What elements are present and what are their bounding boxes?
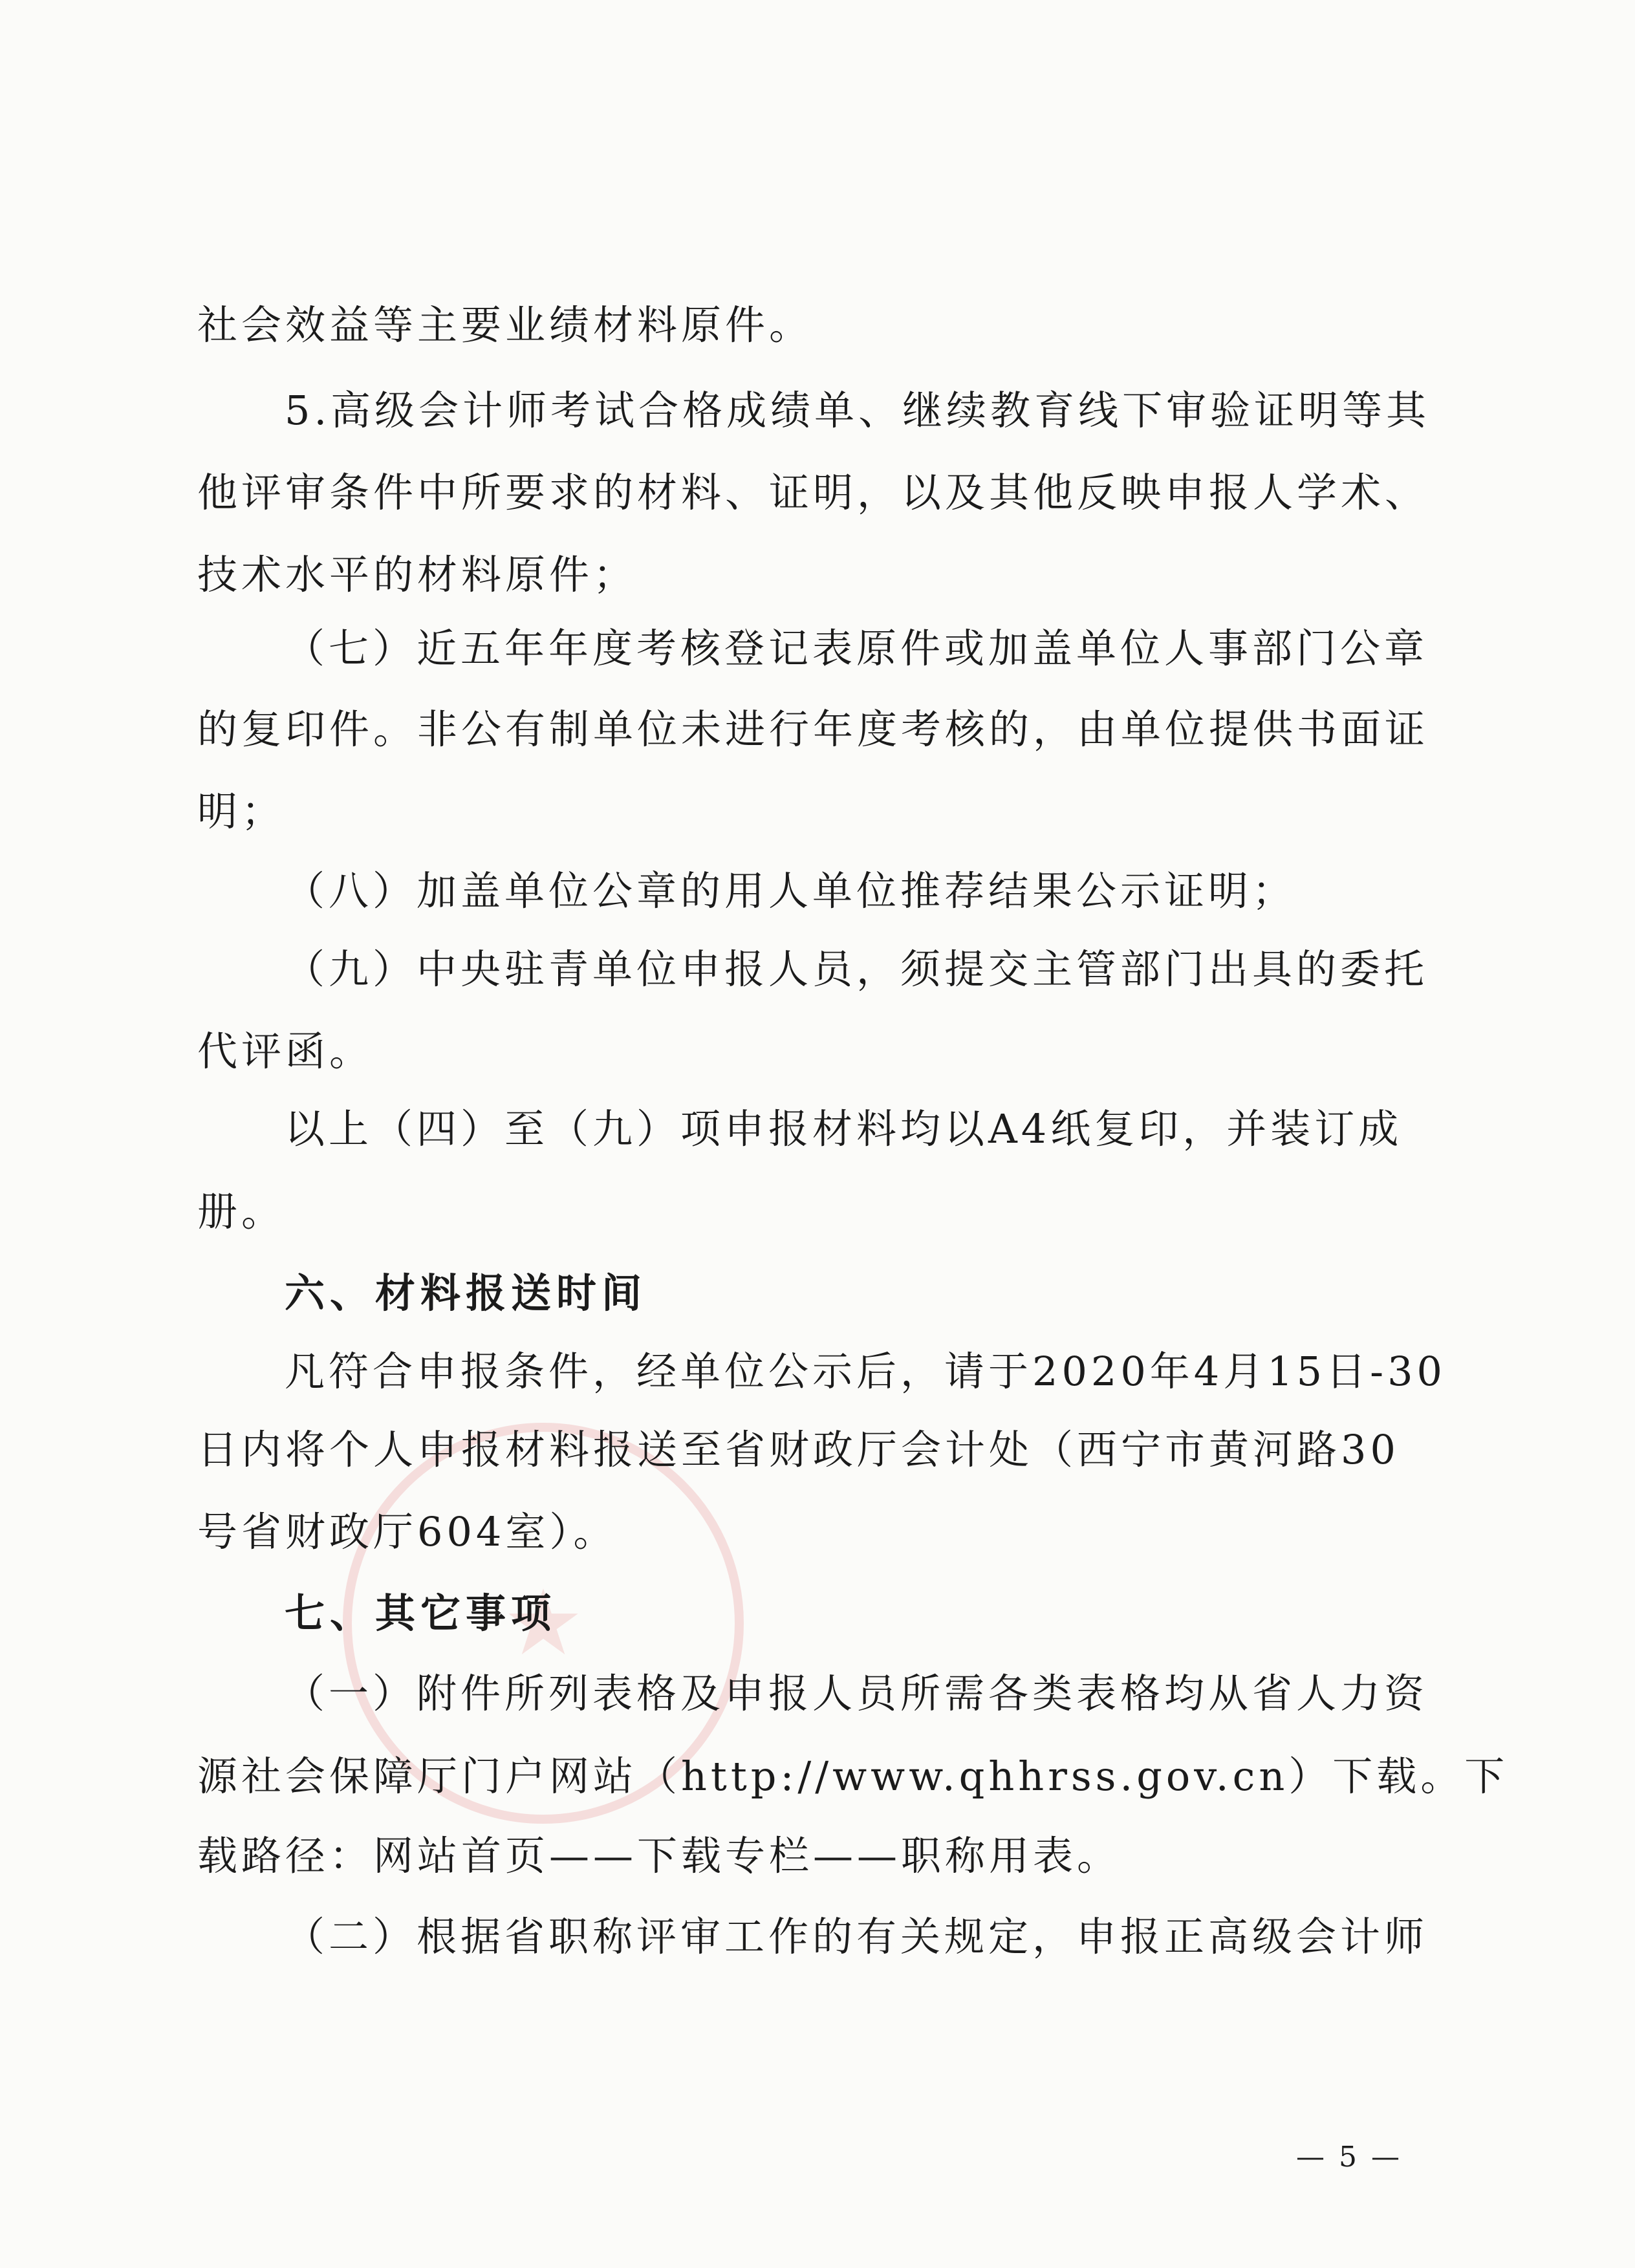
text-line: 社会效益等主要业绩材料原件。 <box>197 301 814 349</box>
text-line: （八）加盖单位公章的用人单位推荐结果公示证明； <box>285 867 1297 914</box>
text-line: 载路径：网站首页——下载专栏——职称用表。 <box>197 1832 1121 1879</box>
text-line: 以上（四）至（九）项申报材料均以A4纸复印，并装订成 <box>285 1105 1403 1152</box>
text-line: （九）中央驻青单位申报人员，须提交主管部门出具的委托 <box>285 945 1429 993</box>
text-line: 号省财政厅604室）。 <box>197 1508 618 1555</box>
text-line: 技术水平的材料原件； <box>197 551 638 598</box>
section-heading: 六、材料报送时间 <box>285 1269 647 1317</box>
bleed-through-text <box>744 294 1489 340</box>
text-line: （二）根据省职称评审工作的有关规定，申报正高级会计师 <box>285 1913 1429 1960</box>
text-line: 日内将个人申报材料报送至省财政厅会计处（西宁市黄河路30 <box>197 1426 1400 1473</box>
text-line: 凡符合申报条件，经单位公示后，请于2020年4月15日-30 <box>285 1348 1446 1395</box>
text-line: 明； <box>197 788 286 835</box>
seal-star-icon: ★ <box>503 1570 584 1676</box>
section-heading: 七、其它事项 <box>285 1590 557 1637</box>
text-line: （七）近五年年度考核登记表原件或加盖单位人事部门公章 <box>285 625 1429 672</box>
text-line: 源社会保障厅门户网站（http://www.qhhrss.gov.cn）下载。下 <box>197 1753 1509 1800</box>
text-line: 的复印件。非公有制单位未进行年度考核的，由单位提供书面证 <box>197 706 1429 753</box>
text-line: 册。 <box>197 1188 286 1235</box>
text-line: （一）附件所列表格及申报人员所需各类表格均从省人力资 <box>285 1670 1429 1717</box>
page-number: — 5 — <box>1296 2141 1402 2174</box>
text-line: 他评审条件中所要求的材料、证明，以及其他反映申报人学术、 <box>197 469 1429 516</box>
text-line: 代评函。 <box>197 1028 374 1075</box>
text-line: 5.高级会计师考试合格成绩单、继续教育线下审验证明等其 <box>285 387 1431 434</box>
